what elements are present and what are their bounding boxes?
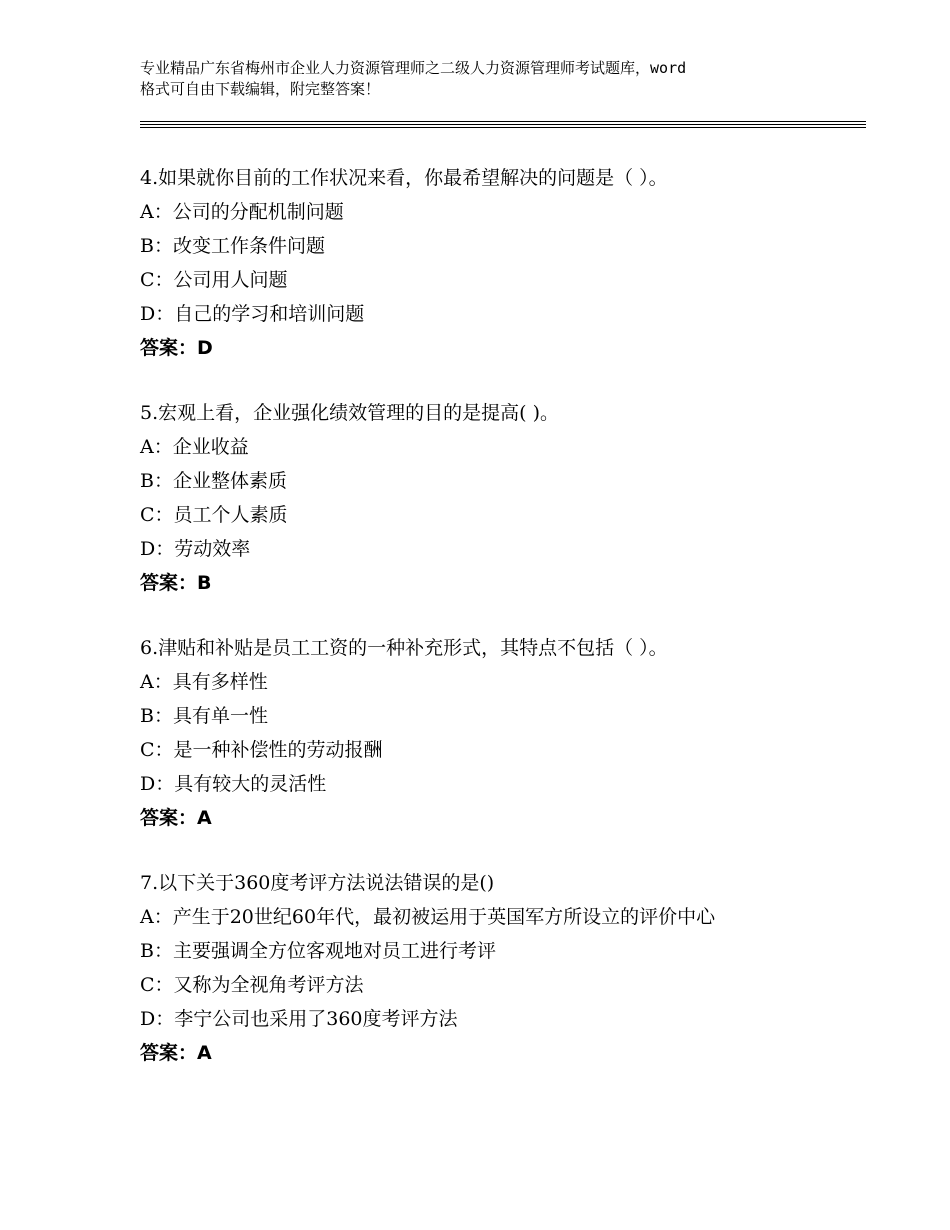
question-list: [140, 161, 866, 1101]
option-a: A：公司的分配机制问题: [140, 201, 344, 223]
header-rule-middle: [140, 124, 866, 125]
header-rule-top: [140, 121, 866, 122]
option-b: B：主要强调全方位客观地对员工进行考评: [140, 940, 496, 962]
question-stem: 7.以下关于360度考评方法说法错误的是(): [140, 872, 495, 894]
option-b: B：改变工作条件问题: [140, 235, 325, 257]
question-7: [140, 866, 866, 1070]
question-4: [140, 161, 866, 365]
answer: 答案：B: [140, 572, 212, 594]
option-a: A：企业收益: [140, 436, 249, 458]
option-d: D：具有较大的灵活性: [140, 773, 327, 795]
document-header: [140, 58, 840, 100]
header-line-1: 专业精品广东省梅州市企业人力资源管理师之二级人力资源管理师考试题库，word: [140, 59, 687, 77]
option-c: C：是一种补偿性的劳动报酬: [140, 739, 383, 761]
question-5: [140, 396, 866, 600]
option-c: C：又称为全视角考评方法: [140, 974, 364, 996]
answer: 答案：D: [140, 337, 213, 359]
header-line-2: 格式可自由下载编辑，附完整答案！: [140, 80, 381, 98]
option-c: C：员工个人素质: [140, 504, 288, 526]
option-c: C：公司用人问题: [140, 269, 288, 291]
question-6: [140, 631, 866, 835]
header-rule-bottom: [140, 127, 866, 128]
answer: 答案：A: [140, 807, 212, 829]
option-b: B：企业整体素质: [140, 470, 287, 492]
option-d: D：自己的学习和培训问题: [140, 303, 365, 325]
option-a: A：具有多样性: [140, 671, 268, 693]
option-d: D：劳动效率: [140, 538, 251, 560]
question-stem: 5.宏观上看，企业强化绩效管理的目的是提高( )。: [140, 402, 559, 424]
option-a: A：产生于20世纪60年代，最初被运用于英国军方所设立的评价中心: [140, 906, 716, 928]
option-b: B：具有单一性: [140, 705, 268, 727]
option-d: D：李宁公司也采用了360度考评方法: [140, 1008, 458, 1030]
question-stem: 4.如果就你目前的工作状况来看，你最希望解决的问题是（ ）。: [140, 167, 668, 189]
question-stem: 6.津贴和补贴是员工工资的一种补充形式，其特点不包括（ ）。: [140, 637, 668, 659]
answer: 答案：A: [140, 1042, 212, 1064]
